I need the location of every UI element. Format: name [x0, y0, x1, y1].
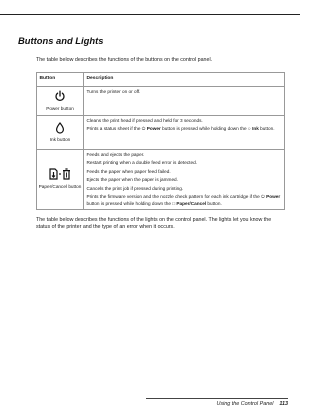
button-label: Ink button — [49, 137, 71, 142]
description-line — [87, 126, 282, 132]
description-text: button. — [207, 200, 222, 206]
table-row — [37, 150, 285, 210]
description-text: Prints a status sheet if the — [86, 126, 141, 132]
description-line: Turns the printer on or off. — [86, 88, 141, 94]
page-footer — [216, 401, 288, 407]
paper-cancel-term: Paper/Cancel — [176, 200, 207, 206]
table-row — [37, 116, 285, 150]
description-cell — [84, 150, 285, 210]
paper-inline-icon: □ — [172, 200, 176, 206]
description-text: button is pressed while holding down the — [86, 200, 171, 206]
description-text: Prints the firmware version and the nozzle check pattern for each ink cartridge if the — [86, 194, 260, 200]
buttons-table — [36, 72, 285, 210]
power-term: Power — [266, 194, 281, 200]
lights-intro-paragraph: The table below describes the functions of the lights on the control panel. The lights let you know the status of the printer and the type of an error when it occurs. — [36, 217, 272, 230]
table-row — [37, 87, 285, 116]
button-label: Power button — [46, 105, 74, 111]
ink-term: Ink — [252, 126, 259, 132]
description-text: button. — [260, 126, 275, 132]
power-inline-icon: ⏻ — [141, 126, 146, 132]
power-inline-icon: ⏻ — [261, 194, 265, 200]
section-heading: Buttons and Lights — [18, 35, 104, 46]
footer-section-title: Using the Control Panel — [216, 401, 274, 407]
column-header-button: Button — [37, 73, 84, 87]
description-line: Feeds and ejects the paper. — [86, 151, 145, 157]
power-term: Power — [146, 126, 161, 132]
description-cell — [84, 116, 285, 150]
button-cell — [37, 87, 84, 116]
description-text: button is pressed while holding down the — [162, 126, 247, 132]
footer-rule — [146, 398, 288, 399]
description-cell — [84, 87, 285, 116]
button-cell — [37, 116, 84, 150]
description-line: Cleans the print head if pressed and held for 3 seconds. — [86, 117, 203, 123]
ink-inline-icon: ○ — [247, 126, 251, 132]
header-rule — [0, 14, 300, 15]
column-header-description: Description — [84, 73, 285, 87]
ink-drop-icon — [38, 122, 82, 136]
description-line: Feeds the paper when paper feed failed. — [86, 168, 171, 174]
description-line — [87, 194, 282, 207]
paper-cancel-icon — [38, 168, 82, 182]
button-label: Paper/Cancel button — [38, 183, 82, 189]
description-line: Cancels the print job if pressed during printing. — [86, 185, 184, 191]
description-line: Restart printing when a double feed error is detected. — [86, 160, 197, 166]
description-line: Ejects the paper when the paper is jammed. — [86, 177, 178, 183]
intro-paragraph: The table below describes the functions of the buttons on the control panel. — [36, 57, 213, 63]
page-number: 113 — [279, 401, 288, 407]
table-header-row — [37, 73, 285, 87]
button-cell — [37, 150, 84, 210]
power-icon — [38, 90, 82, 104]
